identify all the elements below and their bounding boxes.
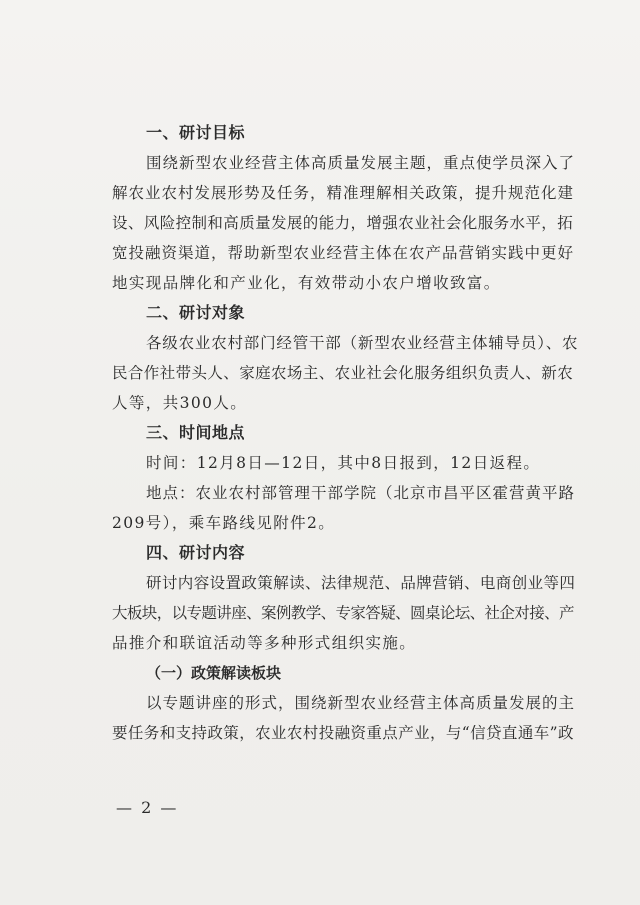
paragraph-line: 研讨内容设置政策解读、法律规范、品牌营销、电商创业等四	[146, 574, 576, 592]
subsection-heading-policy: （一）政策解读板块	[146, 664, 282, 682]
place-line: 209号），乘车路线见附件2。	[112, 514, 336, 532]
section-heading-time-place: 三、时间地点	[146, 423, 246, 442]
paragraph-line: 宽投融资渠道，帮助新型农业经营主体在农产品营销实践中更好	[112, 244, 575, 262]
page-number: — 2 —	[116, 798, 179, 817]
paragraph-line: 各级农业农村部门经管干部（新型农业经营主体辅导员）、农	[146, 334, 579, 352]
paragraph-line: 围绕新型农业经营主体高质量发展主题，重点使学员深入了	[146, 154, 576, 172]
section-heading-content: 四、研讨内容	[146, 543, 246, 562]
paragraph-line: 要任务和支持政策，农业农村投融资重点产业，与“信贷直通车”政	[112, 724, 574, 742]
paragraph-line: 设、风险控制和高质量发展的能力，增强农业社会化服务水平，拓	[112, 214, 574, 232]
time-line: 时间：12月8日—12日，其中8日报到，12日返程。	[146, 454, 541, 472]
section-heading-audience: 二、研讨对象	[146, 303, 246, 322]
document-body	[112, 118, 578, 748]
paragraph-line: 以专题讲座的形式，围绕新型农业经营主体高质量发展的主	[146, 694, 576, 712]
paragraph-line: 大板块，以专题讲座、案例教学、专家答疑、圆桌论坛、社企对接、产	[112, 604, 574, 622]
section-heading-goals: 一、研讨目标	[146, 123, 246, 142]
paragraph-line: 民合作社带头人、家庭农场主、农业社会化服务组织负责人、新农	[112, 364, 574, 382]
paragraph-line: 品推介和联谊活动等多种形式组织实施。	[112, 634, 417, 652]
paragraph-line: 地实现品牌化和产业化，有效带动小农户增收致富。	[112, 274, 501, 292]
place-line: 地点：农业农村部管理干部学院（北京市昌平区霍营黄平路	[146, 484, 576, 502]
paragraph-line: 人等，共300人。	[112, 394, 248, 412]
paragraph-line: 解农业农村发展形势及任务，精准理解相关政策，提升规范化建	[112, 184, 575, 202]
